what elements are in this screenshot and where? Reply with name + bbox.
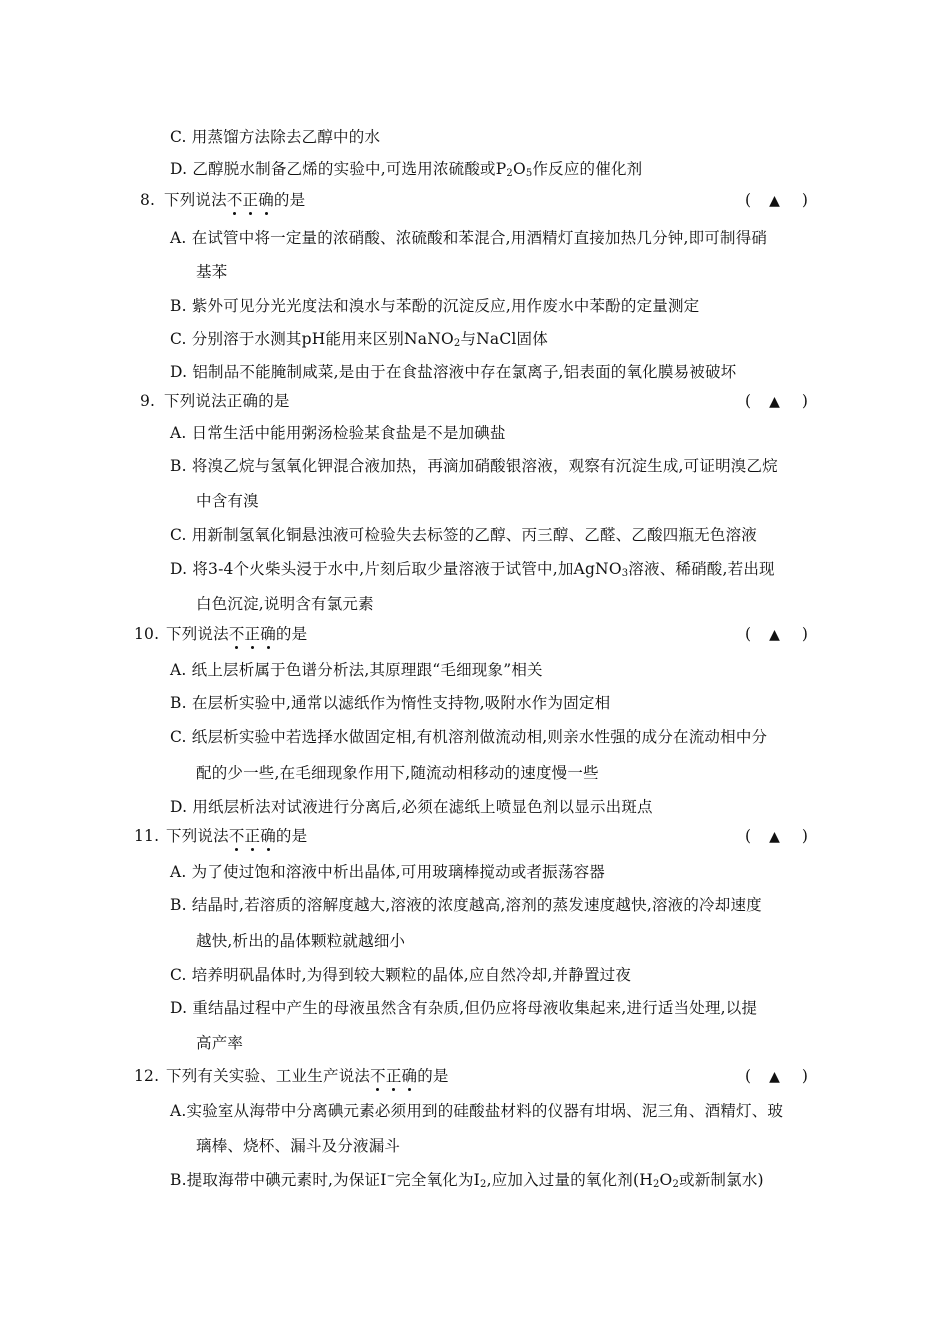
triangle-icon: ▲ <box>769 1069 780 1085</box>
triangle-icon: ▲ <box>769 193 780 209</box>
q10-stem: 10. 下列说法不正确的是 <box>134 625 308 643</box>
q10-option-a: A. 纸上层析属于色谱分析法,其原理跟“毛细现象”相关 <box>170 661 543 679</box>
q11-option-d-cont: 高产率 <box>196 1034 244 1052</box>
q9-option-c: C. 用新制氢氧化铜悬浊液可检验失去标签的乙醇、丙三醇、乙醛、乙酸四瓶无色溶液 <box>170 526 757 544</box>
q11-option-b: B. 结晶时,若溶质的溶解度越大,溶液的浓度越高,溶剂的蒸发速度越快,溶液的冷却速度 <box>170 896 762 914</box>
q9-answer-blank: ( ▲ ) <box>745 392 808 410</box>
q7-option-d: D. 乙醇脱水制备乙烯的实验中,可选用浓硫酸或$P_2O_5$作反应的催化剂 <box>170 160 643 179</box>
q8-answer-blank: ( ▲ ) <box>745 191 808 209</box>
triangle-icon: ▲ <box>769 394 780 410</box>
q9-option-d: D. 将3-4个火柴头浸于水中,片刻后取少量溶液于试管中,加AgNO$_3$溶液、稀硝酸,若出现 <box>170 560 775 579</box>
q11-option-b-cont: 越快,析出的晶体颗粒就越细小 <box>196 932 406 950</box>
q9-option-b: B. 将溴乙烷与氢氧化钾混合液加热，再滴加硝酸银溶液，观察有沉淀生成,可证明溴乙烷 <box>170 457 778 475</box>
q10-answer-blank: ( ▲ ) <box>745 625 808 643</box>
q12-stem: 12. 下列有关实验、工业生产说法不正确的是 <box>134 1067 449 1085</box>
q8-option-d: D. 铝制品不能腌制咸菜,是由于在食盐溶液中存在氯离子,铝表面的氧化膜易被破坏 <box>170 363 737 381</box>
q8-option-c: C. 分别溶于水测其pH能用来区别NaNO$_2$与NaCl固体 <box>170 330 548 349</box>
q11-answer-blank: ( ▲ ) <box>745 827 808 845</box>
q9-option-b-cont: 中含有溴 <box>196 492 259 510</box>
q8-option-a-cont: 基苯 <box>196 263 228 281</box>
q10-option-c: C. 纸层析实验中若选择水做固定相,有机溶剂做流动相,则亲水性强的成分在流动相中分 <box>170 728 768 746</box>
q9-option-a: A. 日常生活中能用粥汤检验某食盐是不是加碘盐 <box>170 424 506 442</box>
q10-option-d: D. 用纸层析法对试液进行分离后,必须在滤纸上喷显色剂以显示出斑点 <box>170 798 653 816</box>
q12-option-a-cont: 璃棒、烧杯、漏斗及分液漏斗 <box>196 1137 401 1155</box>
q10-option-c-cont: 配的少一些,在毛细现象作用下,随流动相移动的速度慢一些 <box>196 764 599 782</box>
q11-option-c: C. 培养明矾晶体时,为得到较大颗粒的晶体,应自然冷却,并静置过夜 <box>170 966 632 984</box>
q8-option-a: A. 在试管中将一定量的浓硝酸、浓硫酸和苯混合,用酒精灯直接加热几分钟,即可制得硝 <box>170 229 768 247</box>
triangle-icon: ▲ <box>769 829 780 845</box>
triangle-icon: ▲ <box>769 627 780 643</box>
q8-stem: 8. 下列说法不正确的是 <box>140 191 306 209</box>
q8-option-b: B. 紫外可见分光光度法和溴水与苯酚的沉淀反应,用作废水中苯酚的定量测定 <box>170 297 700 315</box>
q9-option-d-cont: 白色沉淀,说明含有氯元素 <box>196 595 374 613</box>
q11-stem: 11. 下列说法不正确的是 <box>134 827 308 845</box>
q12-option-a: A.实验室从海带中分离碘元素必须用到的硅酸盐材料的仪器有坩埚、泥三角、酒精灯、玻 <box>170 1102 784 1120</box>
q12-option-b: B.提取海带中碘元素时,为保证I−完全氧化为$I_2$,应加入过量的氧化剂($H_2O_2$或新制氯水) <box>170 1171 764 1190</box>
q11-option-a: A. 为了使过饱和溶液中析出晶体,可用玻璃棒搅动或者振荡容器 <box>170 863 605 881</box>
q10-option-b: B. 在层析实验中,通常以滤纸作为惰性支持物,吸附水作为固定相 <box>170 694 611 712</box>
q7-option-c: C. 用蒸馏方法除去乙醇中的水 <box>170 128 381 146</box>
q11-option-d: D. 重结晶过程中产生的母液虽然含有杂质,但仍应将母液收集起来,进行适当处理,以提 <box>170 999 758 1017</box>
q9-stem: 9. 下列说法正确的是 <box>140 392 290 410</box>
q12-answer-blank: ( ▲ ) <box>745 1067 808 1085</box>
